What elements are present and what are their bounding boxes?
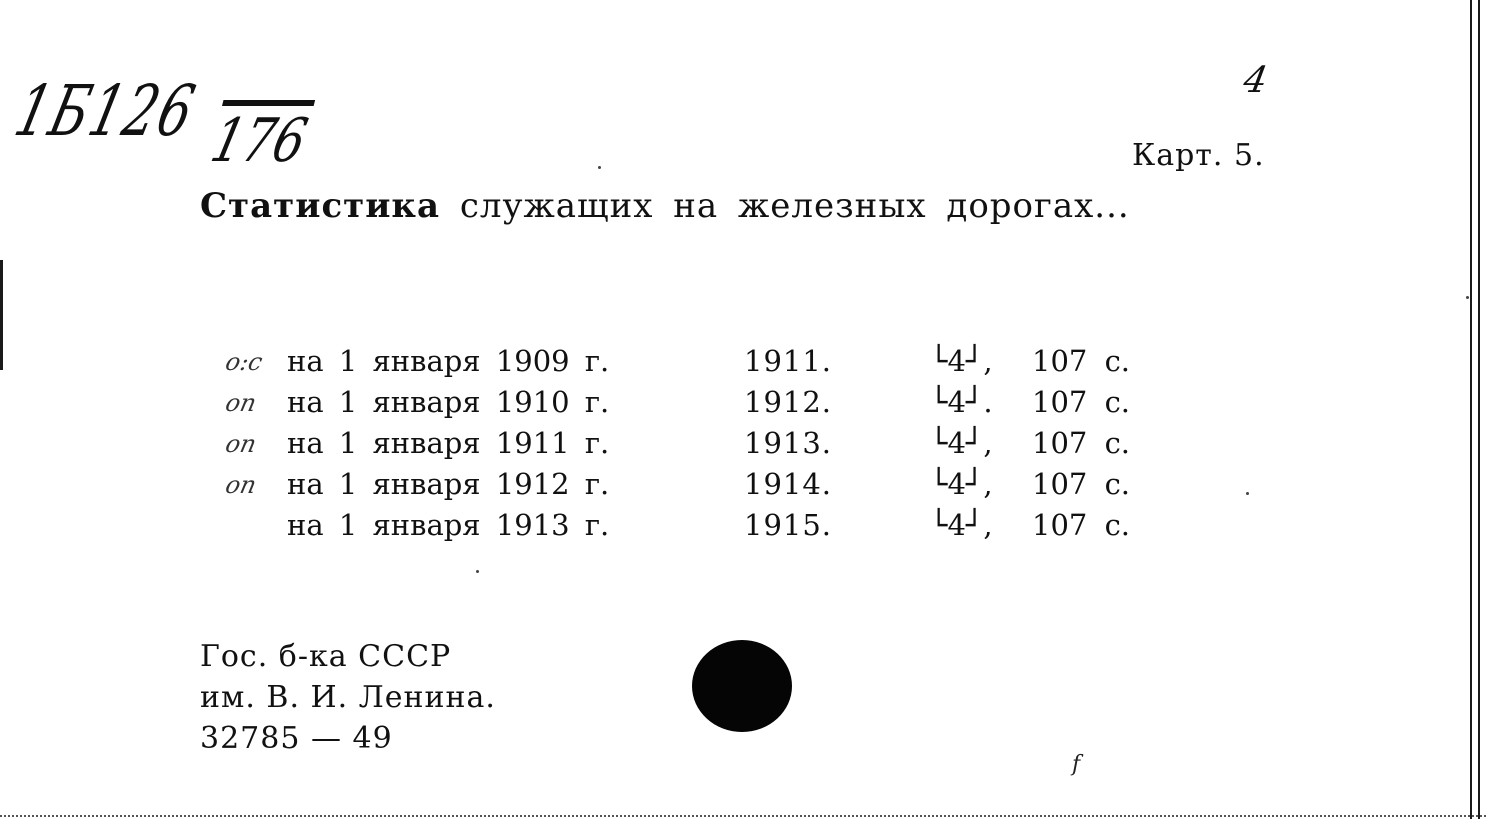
handwritten-corner-mark: 4 (1240, 60, 1271, 101)
ink-speck (1246, 492, 1249, 495)
entry-volume: └4┘. (930, 385, 993, 419)
card-title (200, 186, 1130, 226)
entry-handwritten-mark: оп (223, 389, 259, 417)
handwritten-sub-number: 176 (204, 106, 314, 176)
list-item (0, 426, 1486, 467)
title-first-word: Статистика (200, 186, 441, 226)
entry-date: на 1 января 1912 г. (287, 467, 610, 501)
card-bottom-edge (0, 815, 1486, 817)
handwritten-catalog-number: 1Б126 (7, 70, 205, 152)
entry-volume: └4┘, (930, 426, 993, 460)
entry-year: 1911. (744, 344, 833, 378)
entry-pages: 107 с. (1032, 385, 1131, 419)
list-item (0, 508, 1486, 549)
list-item (0, 467, 1486, 508)
punch-hole (692, 640, 792, 732)
entry-date: на 1 января 1910 г. (287, 385, 610, 419)
entry-year: 1912. (744, 385, 833, 419)
entry-volume: └4┘, (930, 344, 993, 378)
entry-handwritten-mark: оп (223, 471, 259, 499)
entry-date: на 1 января 1913 г. (287, 508, 610, 542)
card-serial-number: 32785 — 49 (200, 721, 393, 756)
stray-ink-mark: f (1072, 752, 1081, 777)
entry-year: 1914. (744, 467, 833, 501)
entry-pages: 107 с. (1032, 344, 1131, 378)
entry-volume: └4┘, (930, 508, 993, 542)
list-item (0, 385, 1486, 426)
entries-list (0, 344, 1486, 549)
entry-volume: └4┘, (930, 467, 993, 501)
library-name: Гос. б-ка СССР (200, 639, 452, 674)
card-label: Карт. 5. (1132, 138, 1265, 173)
library-dedication: им. В. И. Ленина. (200, 680, 496, 715)
ink-speck (476, 570, 479, 573)
title-rest: служащих на железных дорогах... (459, 186, 1130, 226)
ink-speck (598, 166, 601, 169)
entry-date: на 1 января 1909 г. (287, 344, 610, 378)
ink-speck (1466, 296, 1469, 299)
entry-year: 1913. (744, 426, 833, 460)
entry-handwritten-mark: о:с (223, 348, 265, 376)
entry-handwritten-mark: оп (223, 430, 259, 458)
entry-year: 1915. (744, 508, 833, 542)
library-imprint (200, 636, 496, 759)
entry-pages: 107 с. (1032, 467, 1131, 501)
entry-pages: 107 с. (1032, 508, 1131, 542)
entry-pages: 107 с. (1032, 426, 1131, 460)
entry-date: на 1 января 1911 г. (287, 426, 610, 460)
list-item (0, 344, 1486, 385)
